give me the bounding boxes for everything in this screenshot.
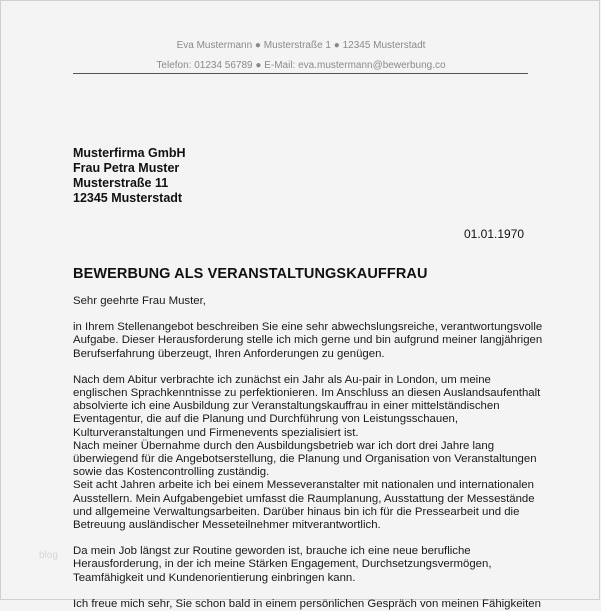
letter-date: 01.01.1970 [464, 227, 525, 241]
recipient-street: Musterstraße 11 [73, 176, 169, 190]
letter-subject: BEWERBUNG ALS VERANSTALTUNGSKAUFFRAU [73, 266, 428, 282]
letter-body [73, 295, 543, 611]
sender-contact: Telefon: 01234 56789 ● E-Mail: eva.mustermann@bewerbung.co [156, 60, 446, 71]
recipient-address [73, 146, 186, 206]
paragraph-closing: Ich freue mich sehr, Sie schon bald in einem persönlichen Gespräch von meinen Fähigkeiten [73, 597, 541, 610]
paragraph-motivation: Da mein Job längst zur Routine geworden ist, brauche ich eine neue berufliche Herausforderung, in der ich meine Stärken Engagement, Durchsetzungsvermögen, Teamfähigkeit und Kundenorientierung einbringen kann. [73, 545, 492, 584]
header-divider [73, 73, 528, 74]
sender-address: Eva Mustermann ● Musterstraße 1 ● 12345 Musterstadt [176, 40, 426, 51]
salutation: Sehr geehrte Frau Muster, [73, 295, 206, 307]
paragraph-intro: in Ihrem Stellenangebot beschreiben Sie eine sehr abwechslungsreiche, verantwortungsvolle Aufgabe. Dieser Herausforderung stelle ich mich gerne und bin aufgrund meiner langjährigen Berufserfahrung überzeugt, Ihren Anforderungen zu genügen. [73, 321, 543, 360]
paragraph-experience: Nach dem Abitur verbrachte ich zunächst ein Jahr als Au-pair in London, um meine englischen Sprachkenntnisse zu perfektionieren. Im Anschluss an diesen Auslandsaufenthalt absolvierte ich eine Ausbildung zur Veranstaltungskauffrau in einer mittelständischen Eventagentur, die auf die Planung und Durchführung von Leistungsschauen, Kulturveranstaltungen und Firmenevents spezialisiert ist. Nach meiner Übernahme durch den Ausbildungsbetrieb war ich dort drei Jahre lang überwiegend für die Angebotserstellung, die Planung und Organisation von Veranstaltungen sowie das Kostencontrolling zuständig. Seit acht Jahren arbeite ich bei einem Messeveranstalter mit nationalen und internationalen Ausstellern. Mein Aufgabengebiet umfasst die Raumplanung, Ausstattung der Messestände und allgemeine Verwaltungsarbeiten. Darüber hinaus bin ich für die Pressearbeit und die Betreuung ausländischer Messeteilnehmer mitverantwortlich. [73, 373, 541, 532]
watermark: blog [39, 550, 58, 561]
recipient-contact: Frau Petra Muster [73, 161, 180, 175]
recipient-city: 12345 Musterstadt [73, 191, 183, 205]
sender-header [1, 36, 601, 76]
recipient-company: Musterfirma GmbH [73, 146, 186, 160]
